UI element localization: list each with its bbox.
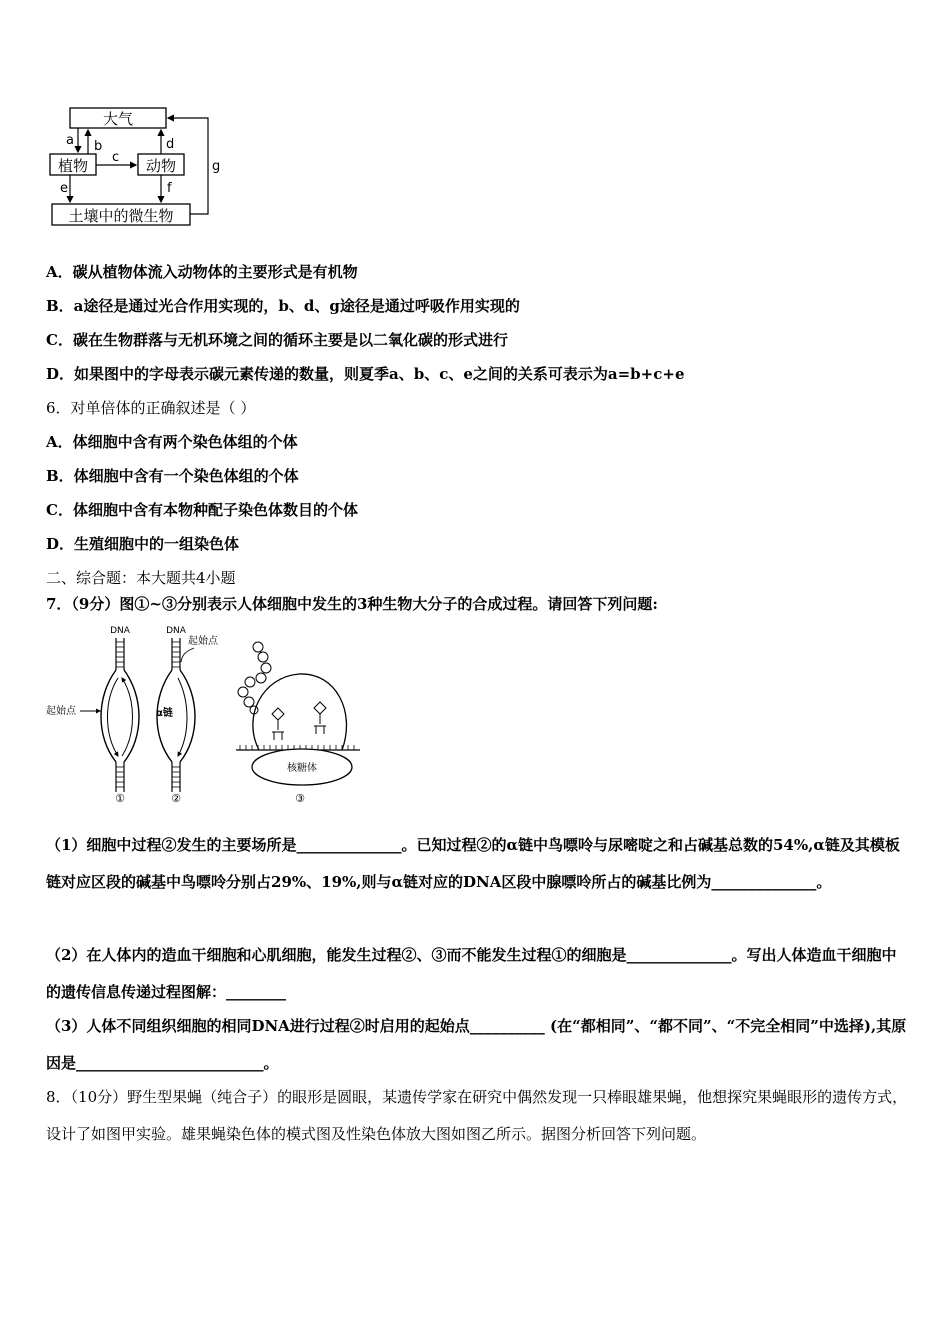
origin-label-left: 起始点 xyxy=(46,706,76,717)
q7-part-1: （1）细胞中过程②发生的主要场所是______________。已知过程②的α链中鸟嘌呤与尿嘧啶之和占碱基总数的54%,α链及其模板链对应区段的碱基中鸟嘌呤分别占29%、19%,则与α链对应的DNA区段中腺嘌呤所占的碱基比例为______________。 xyxy=(46,836,900,891)
plant-label: 植物 xyxy=(57,157,89,175)
q5-option-c: C．碳在生物群落与无机环境之间的循环主要是以二氧化碳的形式进行 xyxy=(46,331,508,349)
q6-stem: 6．对单倍体的正确叙述是（ ） xyxy=(46,399,256,417)
svg-text:d: d xyxy=(166,137,175,152)
figure-number-1: ① xyxy=(115,792,125,804)
q7-part-2: （2）在人体内的造血干细胞和心肌细胞，能发生过程②、③而不能发生过程①的细胞是______________。写出人体造血干细胞中的遗传信息传递过程图解：________ xyxy=(46,946,897,1001)
q6-option-c: C．体细胞中含有本物种配子染色体数目的个体 xyxy=(46,501,358,519)
q8-text: 8．（10分）野生型果蝇（纯合子）的眼形是圆眼，某遗传学家在研究中偶然发现一只棒眼雄果蝇，他想探究果蝇眼形的遗传方式，设计了如图甲实验。雄果蝇染色体的模式图及性染色体放大图如图乙所示。据图分析回答下列问题。 xyxy=(46,1088,908,1143)
q7-stem: 7．（9分）图①~③分别表示人体细胞中发生的3种生物大分子的合成过程。请回答下列问题: xyxy=(46,595,658,613)
q6-option-a: A．体细胞中含有两个染色体组的个体 xyxy=(46,433,298,451)
svg-text:e: e xyxy=(60,181,68,196)
q5-option-a: A．碳从植物体流入动物体的主要形式是有机物 xyxy=(46,263,358,281)
svg-text:b: b xyxy=(94,139,103,154)
q6-option-d: D．生殖细胞中的一组染色体 xyxy=(46,535,240,553)
carbon-cycle-diagram xyxy=(40,100,230,230)
svg-text:f: f xyxy=(167,181,172,196)
svg-text:a: a xyxy=(66,133,74,148)
section-heading: 二、综合题：本大题共4小题 xyxy=(46,569,236,587)
origin-label-right: 起始点 xyxy=(188,636,218,647)
q5-option-d: D．如果图中的字母表示碳元素传递的数量，则夏季a、b、c、e之间的关系可表示为a=b+c+e xyxy=(46,365,685,383)
dna-label-2: DNA xyxy=(166,626,186,636)
q5-option-b: B．a途径是通过光合作用实现的，b、d、g途径是通过呼吸作用实现的 xyxy=(46,297,520,315)
microbe-label: 土壤中的微生物 xyxy=(68,207,174,225)
svg-text:g: g xyxy=(212,159,221,174)
figure-number-2: ② xyxy=(171,792,181,804)
animal-label: 动物 xyxy=(145,157,177,175)
ribosome-label: 核糖体 xyxy=(287,763,317,774)
synthesis-figure xyxy=(44,622,374,804)
dna-label-1: DNA xyxy=(110,626,130,636)
q6-option-b: B．体细胞中含有一个染色体组的个体 xyxy=(46,467,299,485)
atmosphere-label: 大气 xyxy=(102,110,134,128)
svg-text:c: c xyxy=(112,150,120,165)
alpha-chain-label: α链 xyxy=(156,708,173,719)
figure-number-3: ③ xyxy=(295,792,305,804)
q7-part-3: （3）人体不同组织细胞的相同DNA进行过程②时启用的起始点__________ (在“都相同”、“都不同”、“不完全相同”中选择),其原因是_________________________。 xyxy=(46,1017,907,1072)
